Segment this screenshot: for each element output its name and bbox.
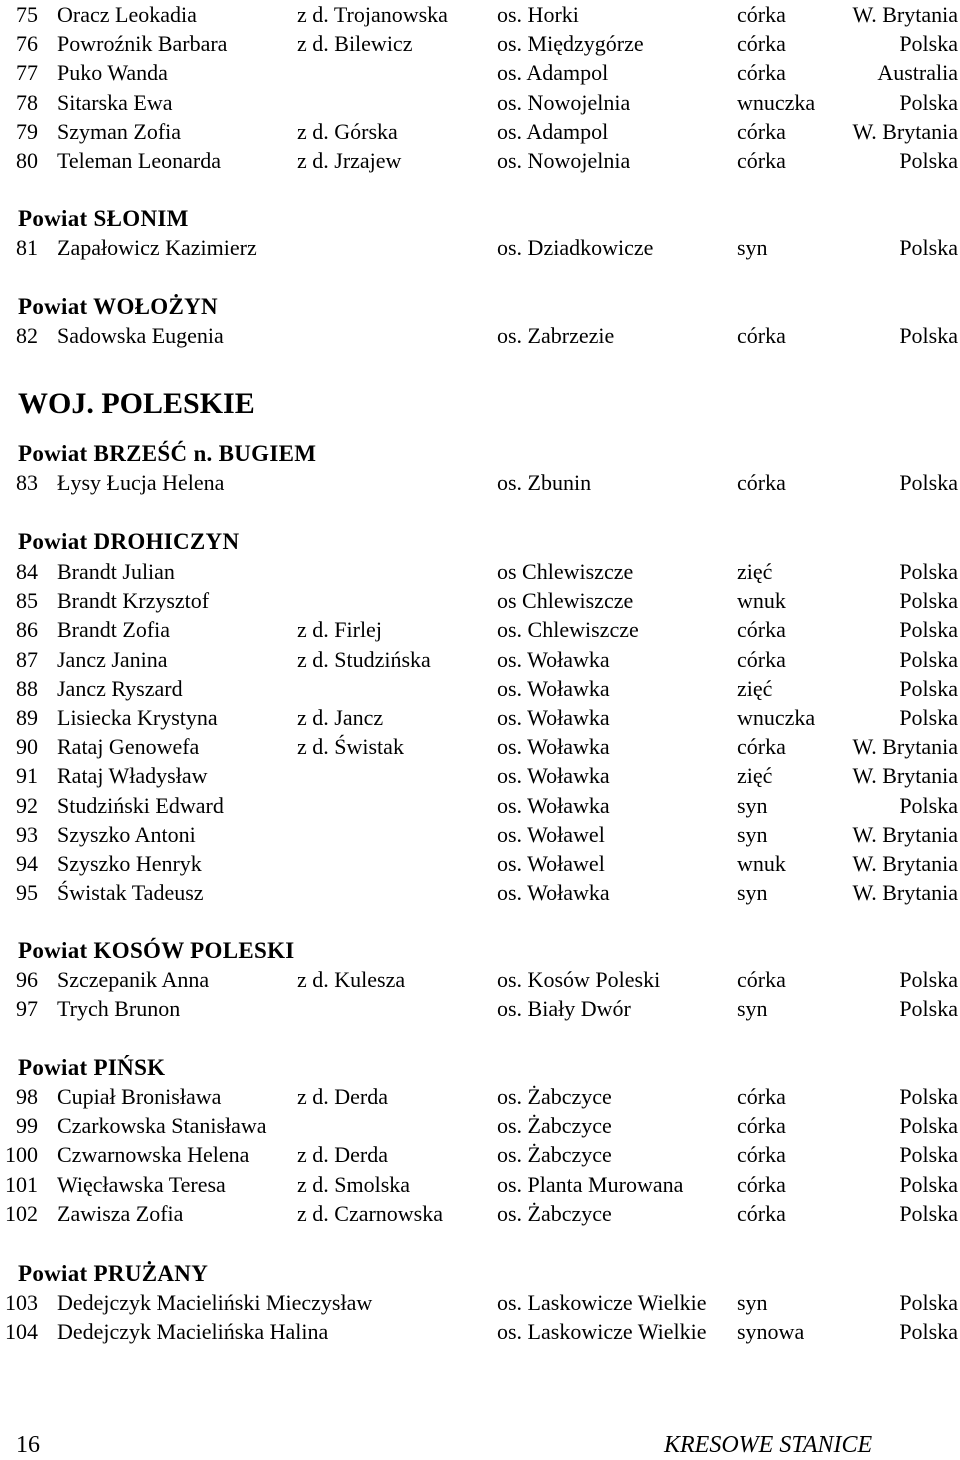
entry-name: Trych Brunon — [57, 996, 181, 1022]
entry-relation: synowa — [737, 1319, 805, 1345]
entry-settlement: os. Biały Dwór — [497, 996, 631, 1022]
entry-maiden-name: z d. Firlej — [297, 617, 382, 643]
table-row — [0, 233, 960, 262]
entry-maiden-name: z d. Derda — [297, 1142, 389, 1168]
entry-name: Zapałowicz Kazimierz — [57, 235, 257, 260]
table-row — [0, 965, 960, 994]
entry-number: 104 — [5, 1319, 38, 1345]
entry-name: Puko Wanda — [57, 60, 168, 86]
entry-maiden-name: z d. Derda — [297, 1084, 389, 1109]
entry-settlement: os. Zbunin — [497, 470, 592, 495]
table-row — [0, 878, 960, 907]
table-row — [0, 791, 960, 820]
entry-settlement: os. Woławka — [497, 763, 610, 789]
entry-settlement: os Chlewiszcze — [497, 559, 634, 584]
entry-country: Polska — [899, 559, 958, 584]
entry-settlement: os. Laskowicze Wielkie — [497, 1290, 707, 1315]
table-row — [0, 586, 960, 615]
entry-number: 75 — [16, 2, 38, 27]
entry-name: Sitarska Ewa — [57, 89, 173, 115]
entry-number: 96 — [16, 967, 38, 992]
table-row — [0, 849, 960, 878]
table-row — [0, 674, 960, 703]
publication-title: KRESOWE STANICE — [664, 1432, 873, 1458]
entry-name: Łysy Łucja Helena — [57, 470, 225, 495]
entry-country: Polska — [899, 89, 958, 115]
entry-relation: zięć — [737, 763, 773, 789]
entry-country: Polska — [899, 996, 958, 1022]
table-row — [0, 820, 960, 849]
table-row — [0, 557, 960, 586]
entry-settlement: os. Horki — [497, 2, 579, 27]
entry-relation: wnuczka — [737, 89, 816, 115]
entry-country: Polska — [899, 617, 958, 643]
entry-name: Szczepanik Anna — [57, 967, 210, 992]
table-row — [0, 1082, 960, 1111]
entry-name: Dedejczyk Macielińska Halina — [57, 1319, 329, 1345]
entry-country: Polska — [899, 1171, 958, 1197]
table-row — [0, 29, 960, 58]
entry-number: 95 — [16, 880, 38, 906]
entry-relation: córka — [737, 31, 786, 57]
entry-name: Brandt Zofia — [57, 617, 171, 643]
entry-country: Polska — [899, 1084, 958, 1109]
entry-number: 91 — [16, 763, 38, 789]
entry-number: 101 — [5, 1171, 38, 1197]
entry-maiden-name: z d. Kulesza — [297, 967, 406, 992]
entry-settlement: os. Nowojelnia — [497, 89, 631, 115]
table-row — [0, 1111, 960, 1140]
table-row — [0, 88, 960, 117]
entry-country: Polska — [899, 705, 958, 730]
entry-country: Polska — [899, 1113, 958, 1139]
entry-maiden-name: z d. Jrzajew — [297, 148, 402, 173]
entry-relation: syn — [737, 880, 768, 906]
entry-relation: córka — [737, 1113, 786, 1139]
entry-name: Rataj Władysław — [57, 763, 208, 789]
entry-country: Polska — [899, 470, 958, 495]
entry-name: Czwarnowska Helena — [57, 1142, 250, 1168]
entry-country: Polska — [899, 1200, 958, 1226]
entry-name: Świstak Tadeusz — [57, 880, 204, 906]
entry-country: Polska — [899, 1142, 958, 1168]
entry-relation: córka — [737, 148, 786, 173]
entry-settlement: os. Chlewiszcze — [497, 617, 639, 643]
entry-number: 99 — [16, 1113, 38, 1139]
entry-name: Czarkowska Stanisława — [57, 1113, 267, 1139]
district-heading-pinsk: Powiat PIŃSK — [18, 1055, 166, 1080]
entry-name: Lisiecka Krystyna — [57, 705, 218, 730]
entry-number: 77 — [16, 60, 38, 86]
entry-relation: córka — [737, 1171, 786, 1197]
entry-country: Polska — [899, 323, 958, 348]
entry-relation: córka — [737, 118, 786, 144]
entry-maiden-name: z d. Bilewicz — [297, 31, 413, 57]
entry-country: Polska — [899, 646, 958, 672]
entry-country: W. Brytania — [852, 880, 958, 906]
entry-settlement: os. Woławka — [497, 792, 610, 818]
entry-country: W. Brytania — [852, 118, 958, 144]
entry-number: 82 — [16, 323, 38, 348]
entry-country: W. Brytania — [852, 763, 958, 789]
entry-settlement: os. Woławka — [497, 675, 610, 701]
page-number: 16 — [16, 1432, 40, 1458]
entry-number: 76 — [16, 31, 38, 57]
entry-relation: córka — [737, 734, 786, 760]
entry-name: Jancz Janina — [57, 646, 168, 672]
entry-relation: zięć — [737, 559, 773, 584]
entry-settlement: os. Laskowicze Wielkie — [497, 1319, 707, 1345]
entry-name: Teleman Leonarda — [57, 148, 221, 173]
entry-number: 88 — [16, 675, 38, 701]
entry-number: 98 — [16, 1084, 38, 1109]
entry-settlement: os. Międzygórze — [497, 31, 644, 57]
entry-settlement: os. Planta Murowana — [497, 1171, 684, 1197]
entry-settlement: os. Woławka — [497, 734, 610, 760]
entry-number: 81 — [16, 235, 38, 260]
entry-number: 85 — [16, 588, 38, 614]
entry-settlement: os. Żabczyce — [497, 1200, 612, 1226]
entry-country: Polska — [899, 792, 958, 818]
entry-name: Zawisza Zofia — [57, 1200, 184, 1226]
entry-name: Studziński Edward — [57, 792, 224, 818]
entry-name: Szyman Zofia — [57, 118, 182, 144]
table-row — [0, 1170, 960, 1199]
entry-number: 86 — [16, 617, 38, 643]
table-row — [0, 994, 960, 1023]
table-row — [0, 1140, 960, 1169]
entry-number: 89 — [16, 705, 38, 730]
entry-number: 103 — [5, 1290, 38, 1315]
table-row — [0, 468, 960, 497]
entry-settlement: os. Adampol — [497, 118, 609, 144]
entry-country: Polska — [899, 235, 958, 260]
district-heading-kosow: Powiat KOSÓW POLESKI — [18, 938, 295, 963]
entry-maiden-name: z d. Studzińska — [297, 646, 431, 672]
entry-number: 100 — [5, 1142, 38, 1168]
entry-settlement: os. Woławka — [497, 705, 610, 730]
entry-name: Brandt Julian — [57, 559, 175, 584]
entry-number: 94 — [16, 851, 38, 876]
entry-settlement: os. Kosów Poleski — [497, 967, 661, 992]
voivodeship-heading: WOJ. POLESKIE — [18, 387, 255, 420]
entry-country: W. Brytania — [852, 851, 958, 876]
entry-name: Jancz Ryszard — [57, 675, 183, 701]
table-row — [0, 321, 960, 350]
entry-number: 84 — [16, 559, 38, 584]
entry-number: 93 — [16, 821, 38, 847]
entry-maiden-name: z d. Trojanowska — [297, 2, 448, 27]
entry-country: Polska — [899, 967, 958, 992]
entry-relation: córka — [737, 470, 786, 495]
entry-relation: wnuk — [737, 588, 786, 614]
entry-maiden-name: z d. Górska — [297, 118, 398, 144]
entry-settlement: os. Woławel — [497, 851, 605, 876]
entry-relation: córka — [737, 646, 786, 672]
entry-relation: syn — [737, 235, 768, 260]
entry-relation: córka — [737, 1142, 786, 1168]
entry-country: Polska — [899, 31, 958, 57]
entry-relation: córka — [737, 617, 786, 643]
entry-maiden-name: z d. Świstak — [297, 734, 404, 760]
entry-number: 87 — [16, 646, 38, 672]
entry-settlement: os Chlewiszcze — [497, 588, 634, 614]
table-row — [0, 732, 960, 761]
entry-country: Polska — [899, 675, 958, 701]
table-row — [0, 645, 960, 674]
entry-settlement: os. Woławka — [497, 646, 610, 672]
entry-settlement: os. Zabrzezie — [497, 323, 615, 348]
entry-settlement: os. Woławel — [497, 821, 605, 847]
entry-country: Polska — [899, 588, 958, 614]
district-heading-wolozyn: Powiat WOŁOŻYN — [18, 294, 218, 319]
entry-number: 97 — [16, 996, 38, 1022]
entry-maiden-name: z d. Smolska — [297, 1171, 411, 1197]
entry-name: Rataj Genowefa — [57, 734, 200, 760]
table-row — [0, 615, 960, 644]
entry-relation: córka — [737, 1200, 786, 1226]
entry-settlement: os. Żabczyce — [497, 1113, 612, 1139]
entry-name: Powroźnik Barbara — [57, 31, 228, 57]
entry-maiden-name: z d. Czarnowska — [297, 1200, 444, 1226]
entry-settlement: os. Woławka — [497, 880, 610, 906]
table-row — [0, 146, 960, 175]
entry-number: 79 — [16, 118, 38, 144]
district-heading-brzesc: Powiat BRZEŚĆ n. BUGIEM — [18, 441, 317, 466]
entry-number: 92 — [16, 792, 38, 818]
entry-name: Więcławska Teresa — [57, 1171, 226, 1197]
entry-settlement: os. Nowojelnia — [497, 148, 631, 173]
entry-name: Szyszko Henryk — [57, 851, 202, 876]
entry-settlement: os. Żabczyce — [497, 1142, 612, 1168]
table-row — [0, 58, 960, 87]
entry-settlement: os. Dziadkowicze — [497, 235, 654, 260]
entry-number: 78 — [16, 89, 38, 115]
entry-name: Oracz Leokadia — [57, 2, 197, 27]
table-row — [0, 1199, 960, 1228]
district-heading-slonim: Powiat SŁONIM — [18, 206, 189, 231]
entry-country: Polska — [899, 148, 958, 173]
entry-relation: córka — [737, 2, 786, 27]
table-row — [0, 703, 960, 732]
entry-name: Cupiał Bronisława — [57, 1084, 222, 1109]
entry-country: W. Brytania — [852, 2, 958, 27]
entry-country: Polska — [899, 1290, 958, 1315]
entry-name: Sadowska Eugenia — [57, 323, 224, 348]
entry-relation: zięć — [737, 675, 773, 701]
entry-name: Szyszko Antoni — [57, 821, 196, 847]
entry-relation: syn — [737, 1290, 768, 1315]
entry-settlement: os. Adampol — [497, 60, 609, 86]
entry-relation: syn — [737, 996, 768, 1022]
entry-country: W. Brytania — [852, 734, 958, 760]
entry-name: Brandt Krzysztof — [57, 588, 210, 614]
entry-relation: córka — [737, 967, 786, 992]
entry-relation: córka — [737, 60, 786, 86]
entry-number: 80 — [16, 148, 38, 173]
district-heading-pruzany: Powiat PRUŻANY — [18, 1261, 209, 1286]
entry-relation: syn — [737, 792, 768, 818]
entry-number: 102 — [5, 1200, 38, 1226]
entry-country: Polska — [899, 1319, 958, 1345]
table-row — [0, 1317, 960, 1346]
entry-number: 83 — [16, 470, 38, 495]
entry-country: Australia — [877, 60, 958, 86]
table-row — [0, 0, 960, 29]
entry-country: W. Brytania — [852, 821, 958, 847]
entry-relation: wnuk — [737, 851, 786, 876]
table-row — [0, 1288, 960, 1317]
table-row — [0, 761, 960, 790]
entry-relation: syn — [737, 821, 768, 847]
table-row — [0, 117, 960, 146]
entry-name: Dedejczyk Macieliński Mieczysław — [57, 1290, 373, 1315]
district-heading-drohiczyn: Powiat DROHICZYN — [18, 529, 240, 554]
entry-number: 90 — [16, 734, 38, 760]
entry-relation: córka — [737, 1084, 786, 1109]
entry-relation: córka — [737, 323, 786, 348]
entry-relation: wnuczka — [737, 705, 816, 730]
entry-settlement: os. Żabczyce — [497, 1084, 612, 1109]
entry-maiden-name: z d. Jancz — [297, 705, 384, 730]
